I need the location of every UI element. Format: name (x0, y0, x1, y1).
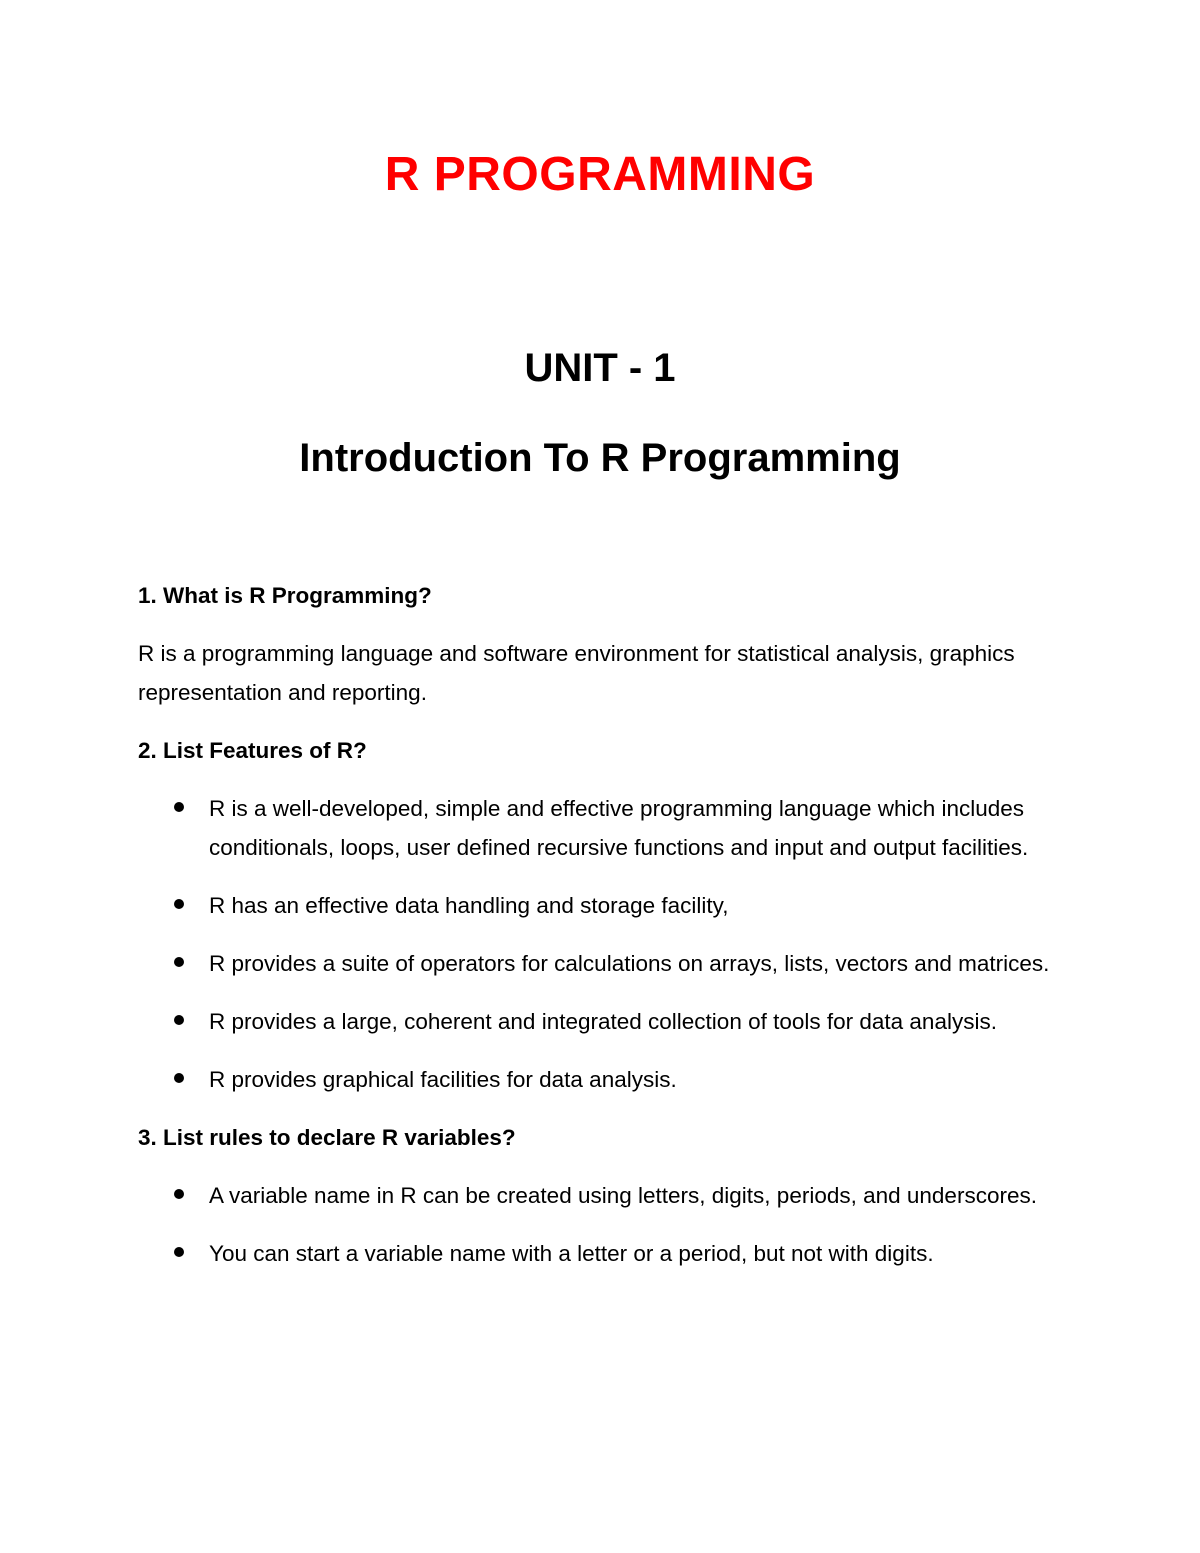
bullet-icon (174, 1015, 184, 1025)
document-title: R PROGRAMMING (384, 148, 816, 201)
list-item-text: R is a well-developed, simple and effective programming language which includes conditionals, loops, user defined recursive functions and input and output facilities. (209, 796, 1029, 860)
document-body (138, 576, 1078, 1292)
features-list (138, 789, 1078, 1099)
variable-rules-list (138, 1176, 1078, 1273)
bullet-icon (174, 899, 184, 909)
unit-subtitle: Introduction To R Programming (299, 436, 901, 480)
bullet-icon (174, 957, 184, 967)
list-item (138, 944, 1078, 983)
list-item (138, 789, 1078, 867)
bullet-icon (174, 1247, 184, 1257)
list-item-text: R provides a suite of operators for calculations on arrays, lists, vectors and matrices. (209, 951, 1050, 976)
question-heading-1: 1. What is R Programming? (138, 583, 432, 608)
unit-heading: UNIT - 1 (524, 346, 676, 390)
list-item-text: You can start a variable name with a letter or a period, but not with digits. (209, 1241, 934, 1266)
bullet-icon (174, 802, 184, 812)
bullet-icon (174, 1189, 184, 1199)
question-heading-2: 2. List Features of R? (138, 738, 367, 763)
list-item (138, 1002, 1078, 1041)
list-item-text: R has an effective data handling and storage facility, (209, 893, 729, 918)
list-item-text: R provides a large, coherent and integrated collection of tools for data analysis. (209, 1009, 997, 1034)
answer-paragraph-1: R is a programming language and software environment for statistical analysis, graphics representation and reporting. (138, 641, 1015, 705)
list-item-text: A variable name in R can be created using letters, digits, periods, and underscores. (209, 1183, 1037, 1208)
bullet-icon (174, 1073, 184, 1083)
list-item-text: R provides graphical facilities for data analysis. (209, 1067, 677, 1092)
list-item (138, 1234, 1078, 1273)
question-heading-3: 3. List rules to declare R variables? (138, 1125, 516, 1150)
list-item (138, 1060, 1078, 1099)
list-item (138, 1176, 1078, 1215)
list-item (138, 886, 1078, 925)
